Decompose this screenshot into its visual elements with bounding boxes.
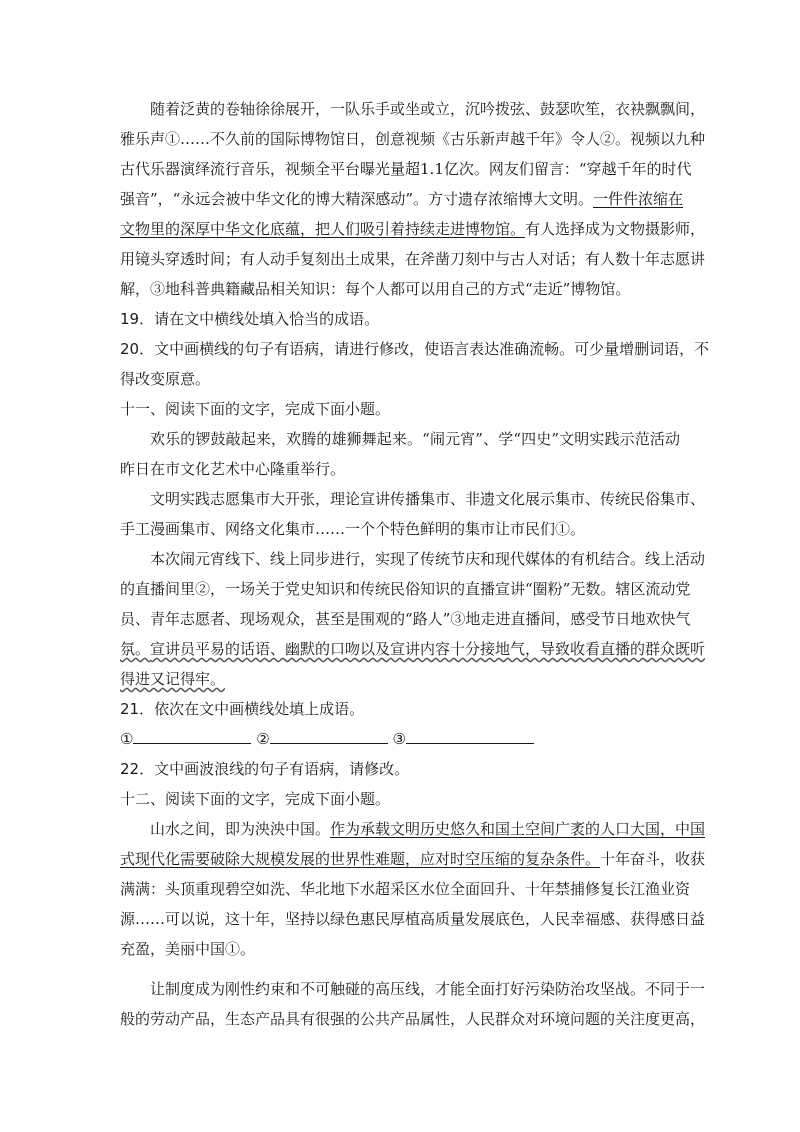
passage2-line: 文明实践志愿集市大开张，理论宣讲传播集市、非遗文化展示集市、传统民俗集市、 (150, 490, 706, 508)
question-20: 20．文中画横线的句子有语病，请进行修改，使语言表达准确流畅。可少量增删词语，不 (120, 340, 710, 358)
passage-text: 十年奋斗，收获 (600, 850, 706, 868)
underlined-sentence: 一件件浓缩在 (593, 190, 684, 208)
passage1-line: 雅乐声①……不久前的国际博物馆日，创意视频《古乐新声越千年》令人②。视频以九种 (120, 130, 706, 148)
passage3-line: 让制度成为刚性约束和不可触碰的高压线，才能全面打好污染防治攻坚战。不同于一 (150, 980, 706, 998)
answer-blank-2[interactable] (270, 729, 388, 744)
passage2-line: 员、青年志愿者、现场观众，甚至是围观的“路人”③地走进直播间，感受节日地欢快气 (120, 610, 691, 628)
passage2-line: 欢乐的锣鼓敲起来，欢腾的雄狮舞起来。“闹元宵”、学“四史”文明实践示范活动 (150, 430, 680, 448)
passage2-line: 的直播间里②，一场关于党史知识和传统民俗知识的直播宣讲“圈粉”无数。辖区流动党 (120, 580, 691, 598)
section-11-heading: 十一、阅读下面的文字，完成下面小题。 (120, 400, 391, 418)
passage-text: 有人选择成为文物摄影师， (525, 220, 706, 238)
question-22: 22．文中画波浪线的句子有语病，请修改。 (120, 760, 410, 778)
answer-blank-1[interactable] (133, 729, 251, 744)
passage1-line (120, 188, 684, 210)
blank-marker: ② (256, 730, 270, 748)
passage3-line (150, 818, 706, 840)
answer-blank-3[interactable] (406, 729, 534, 744)
underlined-sentence: 作为承载文明历史悠久和国土空间广袤的人口大国，中国 (330, 820, 706, 838)
passage-text: 强音”，“永远会被中华文化的博大精深感动”。方寸遗存浓缩博大文明。 (120, 190, 594, 208)
blank-marker: ① (120, 730, 134, 748)
wavy-underlined-sentence: 宣讲员平易的话语、幽默的口吻以及宣讲内容十分接地气，导致收看直播的群众既听 (150, 640, 706, 658)
question-21: 21．依次在文中画横线处填上成语。 (120, 700, 365, 718)
blank-marker: ③ (392, 730, 406, 748)
question-20-cont: 得改变原意。 (120, 370, 211, 388)
passage2-line (120, 638, 706, 660)
passage2-line: 手工漫画集市、网络文化集市……一个个特色鲜明的集市让市民们①。 (120, 520, 586, 538)
passage-text: 山水之间，即为泱泱中国。 (150, 820, 331, 838)
passage2-line (120, 668, 680, 690)
passage1-line: 古代乐器演绎流行音乐，视频全平台曝光量超1.1亿次。网友们留言：“穿越千年的时代 (120, 160, 692, 178)
wavy-underlined-sentence: 氛。 (120, 640, 151, 658)
passage3-line: 满满：头顶重现碧空如洗、华北地下水超采区水位全面回升、十年禁捕修复长江渔业资 (120, 880, 691, 898)
passage2-line: 昨日在市文化艺术中心隆重举行。 (120, 460, 346, 478)
passage2-line: 本次闹元宵线下、线上同步进行，实现了传统节庆和现代媒体的有机结合。线上活动 (150, 550, 706, 568)
passage1-line (120, 218, 706, 240)
underlined-sentence: 式现代化需要破除大规模发展的世界性难题，应对时空压缩的复杂条件。 (120, 850, 601, 868)
underlined-sentence: 文物里的深厚中华文化底蕴，把人们吸引着持续走进博物馆。 (120, 220, 526, 238)
passage3-line: 源……可以说，这十年，坚持以绿色惠民厚植高质量发展底色，人民幸福感、获得感日益 (120, 910, 706, 928)
passage1-line: 用镜头穿透时间；有人动手复刻出土成果，在斧凿刀刻中与古人对话；有人数十年志愿讲 (120, 250, 706, 268)
passage3-line: 充盈，美丽中国①。 (120, 940, 256, 958)
wavy-underlined-sentence: 得进又记得牢。 (120, 670, 226, 688)
passage1-line: 解，③地科普典籍藏品相关知识：每个人都可以用自己的方式“走近”博物馆。 (120, 280, 631, 298)
passage3-line (120, 848, 706, 870)
passage3-line: 般的劳动产品，生态产品具有很强的公共产品属性，人民群众对环境问题的关注度更高， (120, 1010, 706, 1028)
question-19: 19．请在文中横线处填入恰当的成语。 (120, 310, 380, 328)
question-21-blanks (120, 728, 680, 750)
passage1-line: 随着泛黄的卷轴徐徐展开，一队乐手或坐或立，沉吟拨弦、鼓瑟吹笙，衣袂飘飘间， (150, 100, 706, 118)
section-12-heading: 十二、阅读下面的文字，完成下面小题。 (120, 790, 391, 808)
